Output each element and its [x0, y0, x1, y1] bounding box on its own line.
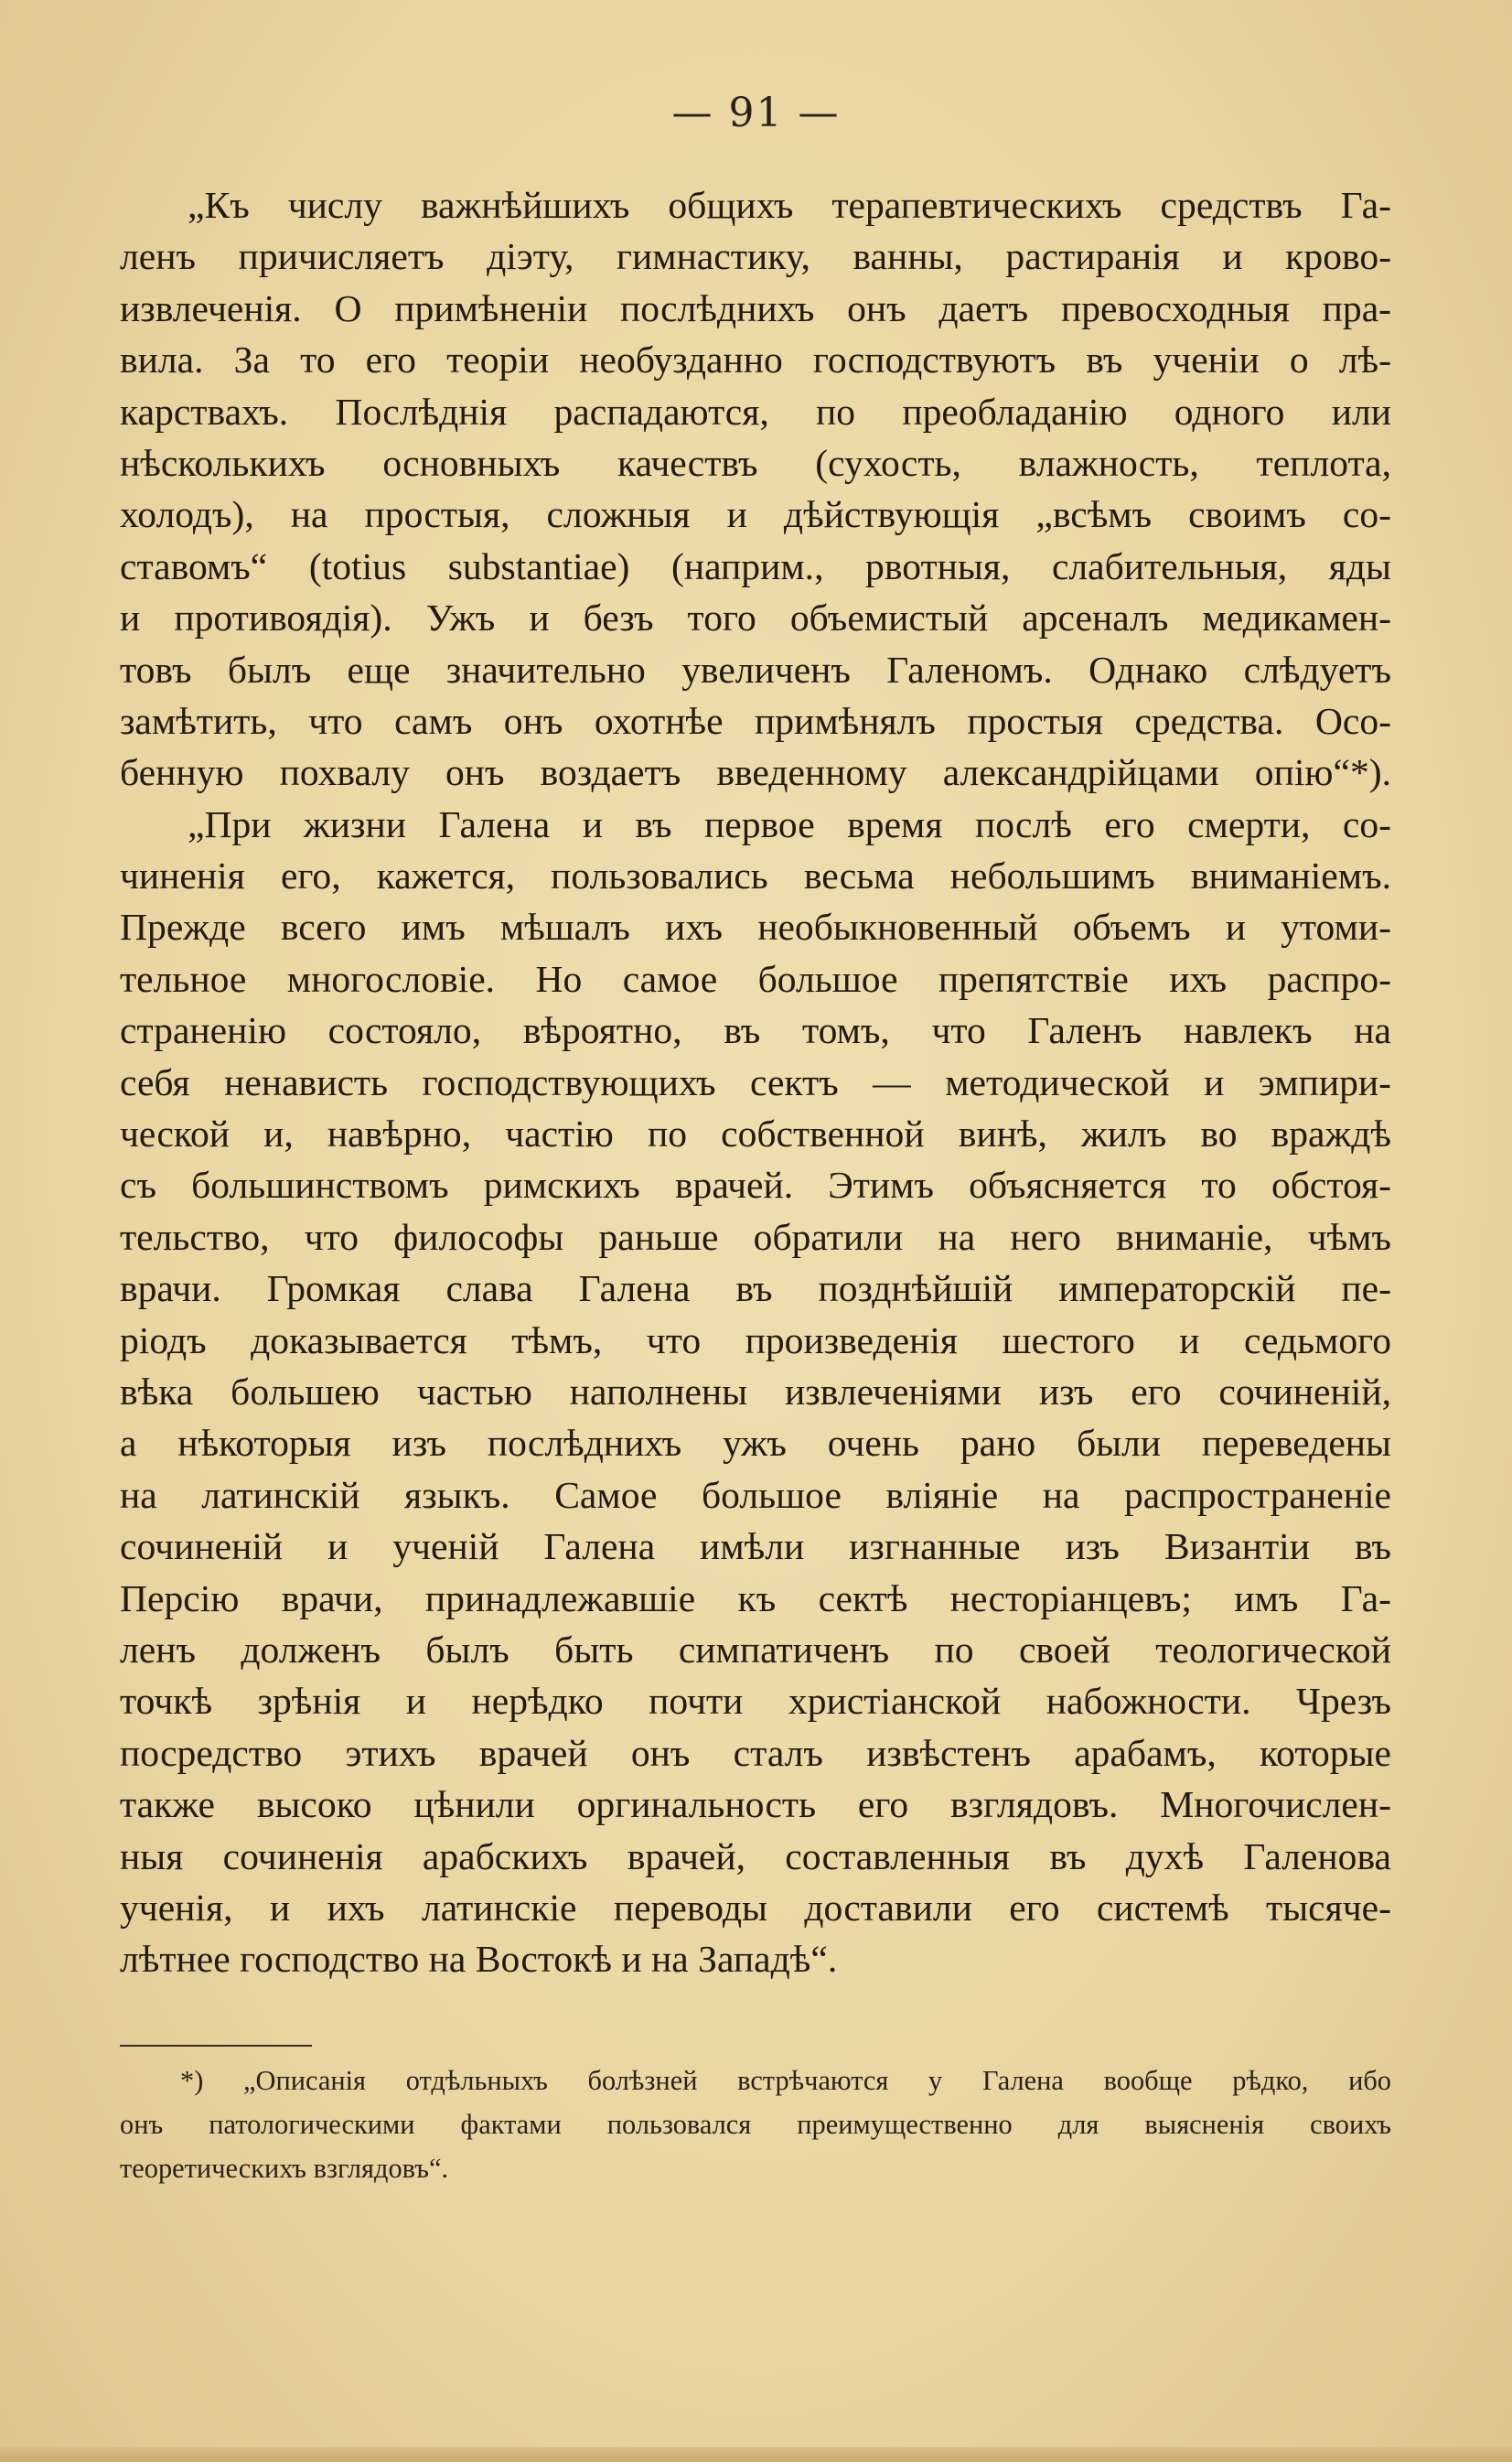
page-number: — 91 —	[671, 90, 841, 136]
text-line: ческой и, навѣрно, частію по собственной винѣ, жилъ во враждѣ	[120, 1113, 1391, 1156]
text-line: извлеченія. О примѣненіи послѣднихъ онъ даетъ превосходныя пра-	[120, 286, 1391, 329]
text-line: тельство, что философы раньше обратили на него вниманіе, чѣмъ	[120, 1215, 1391, 1258]
text-line: нѣсколькихъ основныхъ качествъ (сухость, влажность, теплота,	[120, 441, 1391, 484]
text-line: сочиненій и ученій Галена имѣли изгнанные изъ Византіи въ	[120, 1525, 1391, 1568]
text-line: Персію врачи, принадлежавшіе къ сектѣ несторіанцевъ; имъ Га-	[120, 1576, 1391, 1619]
text-line: съ большинствомъ римскихъ врачей. Этимъ объясняется то обстоя-	[120, 1164, 1391, 1207]
text-line: холодъ), на простыя, сложныя и дѣйствующія „всѣмъ своимъ со-	[120, 493, 1391, 536]
text-line: карствахъ. Послѣднія распадаются, по преобладанію одного или	[120, 390, 1391, 433]
text-line: вила. За то его теоріи необузданно господствуютъ въ ученіи о лѣ-	[120, 339, 1391, 382]
footnote	[120, 2059, 1391, 2190]
footnote-line: *) „Описанія отдѣльныхъ болѣзней встрѣчаются у Галена вообще рѣдко, ибо	[180, 2065, 1391, 2096]
footnote-line: теоретическихъ взглядовъ“.	[120, 2153, 449, 2184]
text-line: точкѣ зрѣнія и нерѣдко почти христіанской набожности. Чрезъ	[120, 1680, 1391, 1723]
text-line: товъ былъ еще значительно увеличенъ Галеномъ. Однако слѣдуетъ	[120, 648, 1391, 691]
page-bottom-edge	[0, 2447, 1512, 2462]
text-line: себя ненависть господствующихъ сектъ — методической и эмпири-	[120, 1060, 1391, 1103]
text-line: врачи. Громкая слава Галена въ позднѣйшій императорскій пе-	[120, 1267, 1391, 1310]
text-line: ленъ долженъ былъ быть симпатиченъ по своей теологической	[120, 1628, 1391, 1671]
text-line: ныя сочиненія арабскихъ врачей, составленныя въ духѣ Галенова	[120, 1834, 1391, 1877]
text-line: вѣка большею частью наполнены извлеченіями изъ его сочиненій,	[120, 1370, 1391, 1413]
text-line: страненію состояло, вѣроятно, въ томъ, что Галенъ навлекъ на	[120, 1009, 1391, 1052]
text-line: посредство этихъ врачей онъ сталъ извѣстенъ арабамъ, которые	[120, 1731, 1391, 1774]
text-line: „Къ числу важнѣйшихъ общихъ терапевтическихъ средствъ Га-	[188, 184, 1391, 226]
text-line: Прежде всего имъ мѣшалъ ихъ необыкновенный объемъ и утоми-	[120, 906, 1391, 949]
text-line: бенную похвалу онъ воздаетъ введенному александрійцами опію“*).	[120, 751, 1391, 794]
text-line: ученія, и ихъ латинскіе переводы доставили его системѣ тысяче-	[120, 1886, 1391, 1929]
text-line: ставомъ“ (totius substantiae) (наприм., рвотныя, слабительныя, яды	[120, 544, 1391, 587]
text-line: тельное многословіе. Но самое большое препятствіе ихъ распро-	[120, 957, 1391, 1000]
text-line: ріодъ доказывается тѣмъ, что произведенія шестого и седьмого	[120, 1318, 1391, 1361]
text-line: на латинскій языкъ. Самое большое вліяніе на распространеніе	[120, 1473, 1391, 1516]
text-line: чиненія его, кажется, пользовались весьма небольшимъ вниманіемъ.	[120, 855, 1391, 898]
text-line: и противоядія). Ужъ и безъ того объемистый арсеналъ медикамен-	[120, 597, 1391, 640]
main-text	[120, 179, 1391, 1985]
text-line: ленъ причисляетъ діэту, гимнастику, ванны, растиранія и крово-	[120, 235, 1391, 278]
text-line: „При жизни Галена и въ первое время послѣ его смерти, со-	[188, 802, 1391, 845]
text-line: а нѣкоторыя изъ послѣднихъ ужъ очень рано были переведены	[120, 1422, 1391, 1465]
footnote-divider	[120, 2045, 312, 2047]
text-line: лѣтнее господство на Востокѣ и на Западѣ“.	[120, 1938, 838, 1981]
text-line: замѣтить, что самъ онъ охотнѣе примѣнялъ простыя средства. Осо-	[120, 699, 1391, 742]
text-line: также высоко цѣнили оргинальность его взглядовъ. Многочислен-	[120, 1783, 1391, 1826]
footnote-line: онъ патологическими фактами пользовался преимущественно для выясненія своихъ	[120, 2109, 1391, 2140]
